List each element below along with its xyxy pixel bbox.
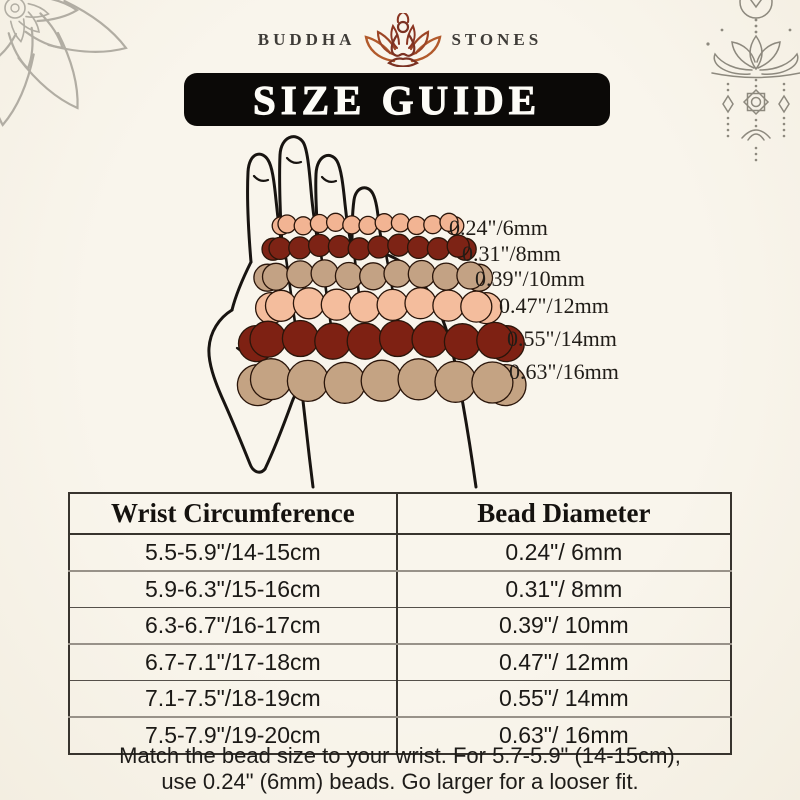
bead-size-label-6mm: 0.24"/6mm [449, 215, 548, 240]
bead [282, 321, 318, 357]
bead [398, 359, 439, 400]
bead [263, 263, 290, 290]
bead [405, 288, 436, 319]
bead [444, 324, 480, 360]
bead-cell: 0.63"/ 16mm [499, 722, 629, 748]
bead [309, 234, 331, 256]
col-header-wrist: Wrist Circumference [69, 493, 397, 534]
bead [347, 323, 383, 359]
bead [360, 263, 387, 290]
bead [408, 261, 435, 288]
bead [384, 260, 411, 287]
bead [327, 213, 345, 231]
bead [380, 321, 416, 357]
bead [287, 261, 314, 288]
bead [251, 359, 292, 400]
bead [408, 217, 426, 235]
bead-cell: 0.55"/ 14mm [397, 681, 731, 718]
bead [289, 237, 311, 259]
bead [311, 260, 338, 287]
wrist-cell: 6.7-7.1"/17-18cm [69, 644, 397, 681]
bead [310, 215, 328, 233]
bead [293, 288, 324, 319]
bead [412, 321, 448, 357]
bead [278, 215, 296, 233]
bracelet-row-5 [239, 321, 525, 362]
bead [287, 360, 328, 401]
bead [359, 216, 377, 234]
col-header-bead: Bead Diameter [397, 493, 731, 534]
bead [424, 216, 442, 234]
bead [427, 238, 449, 260]
table-row [69, 608, 731, 645]
bead-size-label-16mm: 0.63"/16mm [509, 359, 619, 384]
bead [348, 238, 370, 260]
bracelet-row-4 [256, 288, 502, 324]
bead [408, 236, 430, 258]
wrist-cell: 7.5-7.9"/19-20cm [69, 717, 397, 754]
bead [433, 263, 460, 290]
bead [349, 291, 380, 322]
bead [328, 236, 350, 258]
bead [375, 214, 393, 232]
bead-size-label-8mm: 0.31"/8mm [462, 241, 561, 266]
brand-name-right: STONES [451, 30, 543, 49]
bead [391, 214, 409, 232]
bead-size-label-10mm: 0.39"/10mm [475, 266, 585, 291]
fit-note-line2: use 0.24" (6mm) beads. Go larger for a looser fit. [161, 769, 639, 794]
bead [250, 321, 286, 357]
bead [433, 290, 464, 321]
bracelet-row-1 [272, 213, 464, 235]
bead-cell: 0.31"/ 8mm [397, 571, 731, 608]
bead [472, 362, 513, 403]
bead [435, 361, 476, 402]
bead [377, 289, 408, 320]
bead [324, 362, 365, 403]
wrist-cell: 5.9-6.3"/15-16cm [69, 571, 397, 608]
bead [266, 290, 297, 321]
bead [321, 289, 352, 320]
bead [343, 216, 361, 234]
banner-title: SIZE GUIDE [252, 76, 542, 123]
bead-size-label-12mm: 0.47"/12mm [499, 293, 609, 318]
table-header-row [69, 493, 731, 534]
bead [388, 234, 410, 256]
bead-cell: 0.24"/ 6mm [397, 534, 731, 571]
bead-cell: 0.39"/ 10mm [397, 608, 731, 645]
bead [315, 323, 351, 359]
bead-cell: 0.47"/ 12mm [397, 644, 731, 681]
fit-note-line1: Match the bead size to your wrist. For 5.7-5.9" (14-15cm), [119, 743, 681, 768]
table-row [69, 571, 731, 608]
fit-note [0, 743, 800, 795]
bead [269, 237, 291, 259]
bead [294, 217, 312, 235]
bead [335, 263, 362, 290]
table-row [69, 644, 731, 681]
brand-name-left: BUDDHA [257, 30, 356, 49]
wrist-cell: 7.1-7.5"/18-19cm [69, 681, 397, 718]
bracelet-row-2 [262, 234, 476, 260]
bead-size-label-14mm: 0.55"/14mm [507, 326, 617, 351]
bead [461, 291, 492, 322]
bracelet-row-6 [237, 359, 526, 406]
bead [368, 236, 390, 258]
size-table [68, 492, 732, 755]
table-row [69, 534, 731, 571]
table-row [69, 681, 731, 718]
bead [361, 360, 402, 401]
wrist-cell: 5.5-5.9"/14-15cm [69, 534, 397, 571]
wrist-cell: 6.3-6.7"/16-17cm [69, 608, 397, 645]
